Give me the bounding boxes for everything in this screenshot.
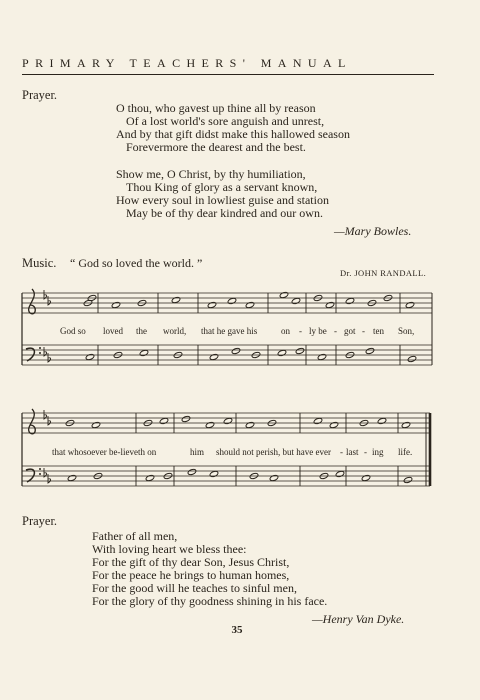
poem-line: O thou, who gavest up thine all by reason: [116, 101, 316, 115]
bass-clef-dot: [39, 352, 41, 354]
note-head: [111, 301, 121, 308]
prayer-label: Prayer.: [22, 88, 58, 102]
lyric: that whosoever be-lieveth on: [52, 447, 157, 457]
poem-author-2: —Henry Van Dyke.: [312, 612, 405, 626]
flat-icon: [48, 296, 51, 305]
flat-icon: [44, 468, 47, 477]
prayer-label-2: Prayer.: [22, 514, 58, 528]
note-head: [227, 297, 237, 304]
note-head: [231, 347, 241, 354]
lyric: should not perish, but have ever: [216, 447, 331, 457]
note-head: [209, 353, 219, 360]
note-head: [407, 355, 417, 362]
music-label: Music.: [22, 256, 57, 270]
note-head: [187, 468, 197, 475]
poem-line: For the peace he brings to human homes,: [92, 568, 290, 582]
poem-line: For the good will he teaches to sinful men,: [92, 581, 297, 595]
note-head: [345, 297, 355, 304]
note-head: [159, 417, 169, 424]
poem-line: Forevermore the dearest and the best.: [126, 140, 306, 154]
note-head: [365, 347, 375, 354]
note-head: [279, 291, 289, 298]
note-head: [223, 417, 233, 424]
note-head: [67, 474, 77, 481]
bass-clef-dot: [39, 347, 41, 349]
running-header: PRIMARY TEACHERS' MANUAL: [22, 56, 352, 70]
note-head: [317, 353, 327, 360]
note-head: [403, 476, 413, 483]
note-head: [313, 417, 323, 424]
lyric: him: [190, 447, 205, 457]
poem-line: May be of thy dear kindred and our own.: [126, 206, 323, 220]
lyric: ly be: [309, 326, 327, 336]
poem-line: For the gift of thy dear Son, Jesus Christ,: [92, 555, 290, 569]
note-head: [181, 415, 191, 422]
poem-line: Father of all men,: [92, 529, 178, 543]
note-head: [139, 349, 149, 356]
poem-line: How every soul in lowliest guise and station: [116, 193, 329, 207]
note-head: [245, 421, 255, 428]
flat-icon: [44, 347, 47, 356]
note-head: [205, 421, 215, 428]
lyric: got: [344, 326, 356, 336]
music-title: “ God so loved the world. ”: [70, 256, 203, 270]
poem-line: And by that gift didst make this hallowed season: [116, 127, 350, 141]
flat-icon: [48, 416, 51, 425]
poem-line: Show me, O Christ, by thy humiliation,: [116, 167, 306, 181]
lyric: ing: [372, 447, 384, 457]
lyric: on: [281, 326, 290, 336]
bass-clef-dot: [39, 473, 41, 475]
poem-line: With loving heart we bless thee:: [92, 542, 247, 556]
note-head: [207, 301, 217, 308]
note-head: [329, 421, 339, 428]
note-head: [145, 474, 155, 481]
lyric: that he gave his: [201, 326, 258, 336]
note-head: [277, 349, 287, 356]
flat-icon: [48, 474, 51, 483]
lyric: world,: [163, 326, 187, 336]
note-head: [171, 296, 181, 303]
page-number: 35: [231, 624, 243, 636]
note-head: [295, 347, 305, 354]
lyric: -: [362, 326, 365, 336]
lyric: God so: [60, 326, 86, 336]
composer-credit: Dr. JOHN RANDALL.: [340, 268, 427, 278]
flat-icon: [44, 290, 47, 299]
flat-icon: [44, 410, 47, 419]
poem-author: —Mary Bowles.: [334, 224, 412, 238]
lyric: last: [346, 447, 359, 457]
note-head: [325, 301, 335, 308]
lyric: -: [299, 326, 302, 336]
lyric: loved: [103, 326, 123, 336]
note-head: [209, 470, 219, 477]
bass-clef-dot: [39, 468, 41, 470]
note-head: [401, 421, 411, 428]
lyric: the: [136, 326, 147, 336]
note-head: [269, 474, 279, 481]
poem-line: Thou King of glory as a servant known,: [126, 180, 318, 194]
note-head: [335, 470, 345, 477]
lyric: -: [334, 326, 337, 336]
note-head: [85, 353, 95, 360]
poem-line: Of a lost world's sore anguish and unrest,: [126, 114, 325, 128]
lyric: -: [340, 447, 343, 457]
note-head: [361, 474, 371, 481]
lyric: Son,: [398, 326, 415, 336]
lyric: life.: [398, 447, 413, 457]
lyric: -: [364, 447, 367, 457]
poem-line: For the glory of thy goodness shining in his face.: [92, 594, 328, 608]
note-head: [245, 301, 255, 308]
flat-icon: [48, 353, 51, 362]
note-head: [377, 417, 387, 424]
note-head: [405, 301, 415, 308]
note-head: [291, 297, 301, 304]
note-head: [91, 421, 101, 428]
lyric: ten: [373, 326, 384, 336]
